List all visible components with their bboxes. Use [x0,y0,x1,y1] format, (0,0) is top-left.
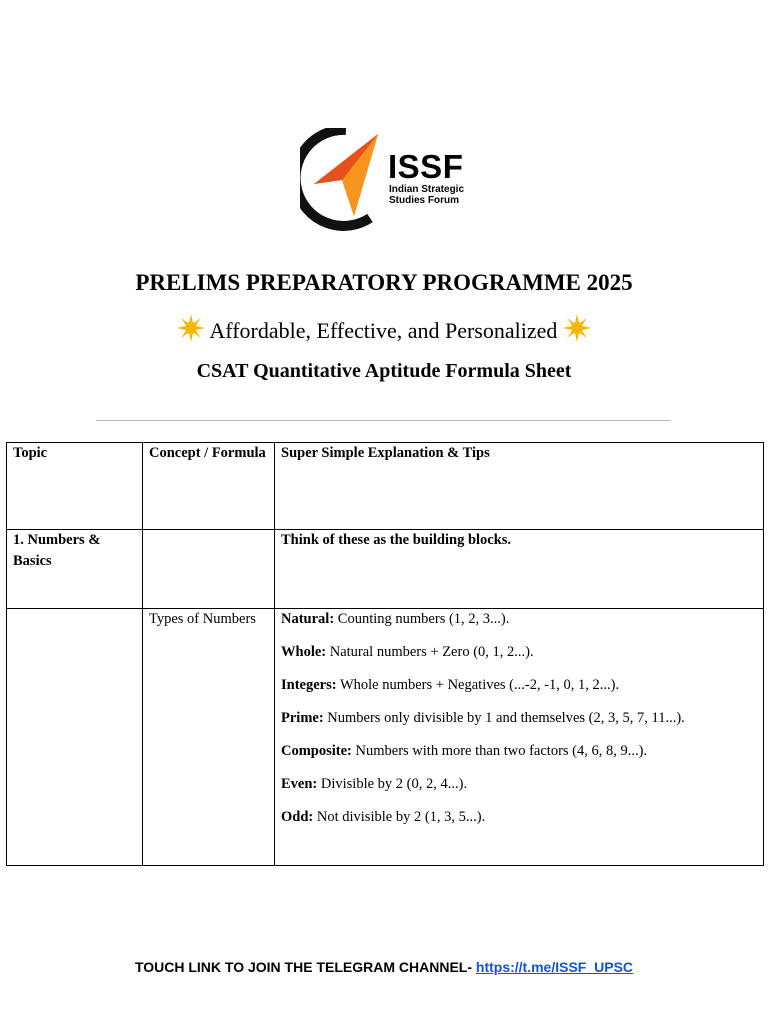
telegram-footer [0,959,768,975]
definition-natural [281,609,757,630]
header-concept: Concept / Formula [143,443,275,530]
explanation-cell [275,609,764,866]
definition-odd [281,807,757,828]
definition-even [281,774,757,795]
definition-composite [281,741,757,762]
compass-arrow-icon [300,128,390,232]
tagline: Affordable, Effective, and Personalized [209,318,558,343]
table-header-row [7,443,764,530]
logo-name: ISSF [388,148,464,185]
definition: Not divisible by 2 (1, 3, 5...). [313,809,486,825]
term: Natural: [281,611,335,627]
issf-logo [300,128,480,232]
logo-subtitle: Indian Strategic Studies Forum [389,184,465,206]
term: Even: [281,776,318,792]
definition-integers [281,675,757,696]
definition-whole [281,642,757,663]
topic-cell: 1. Numbers & Basics [7,530,143,609]
definition: Divisible by 2 (0, 2, 4...). [317,776,468,792]
divider [96,420,671,421]
sun-emoji-icon [563,314,591,342]
header-topic: Topic [7,443,143,530]
formula-table [6,442,764,866]
telegram-link[interactable]: https://t.me/ISSF_UPSC [475,959,634,975]
page-title: PRELIMS PREPARATORY PROGRAMME 2025 [135,270,633,295]
sun-emoji-icon [177,314,205,342]
table-row [7,609,764,866]
term: Prime: [281,710,324,726]
concept-cell [143,530,275,609]
header-explanation: Super Simple Explanation & Tips [275,443,764,530]
definition: Natural numbers + Zero (0, 1, 2...). [326,644,534,660]
definition: Numbers only divisible by 1 and themselves (2, 3, 5, 7, 11...). [323,710,685,726]
term: Integers: [281,677,337,693]
definition: Whole numbers + Negatives (...-2, -1, 0, 1, 2...). [336,677,620,693]
definition: Numbers with more than two factors (4, 6, 8, 9...). [351,743,648,759]
term: Composite: [281,743,352,759]
term: Whole: [281,644,327,660]
tip-cell: Think of these as the building blocks. [275,530,764,609]
term: Odd: [281,809,314,825]
sheet-subtitle: CSAT Quantitative Aptitude Formula Sheet [196,360,572,382]
topic-cell [7,609,143,866]
tagline-row [0,314,768,344]
concept-cell: Types of Numbers [143,609,275,866]
definition: Counting numbers (1, 2, 3...). [334,611,510,627]
definition-prime [281,708,757,729]
table-row [7,530,764,609]
footer-text: TOUCH LINK TO JOIN THE TELEGRAM CHANNEL- [134,959,476,975]
